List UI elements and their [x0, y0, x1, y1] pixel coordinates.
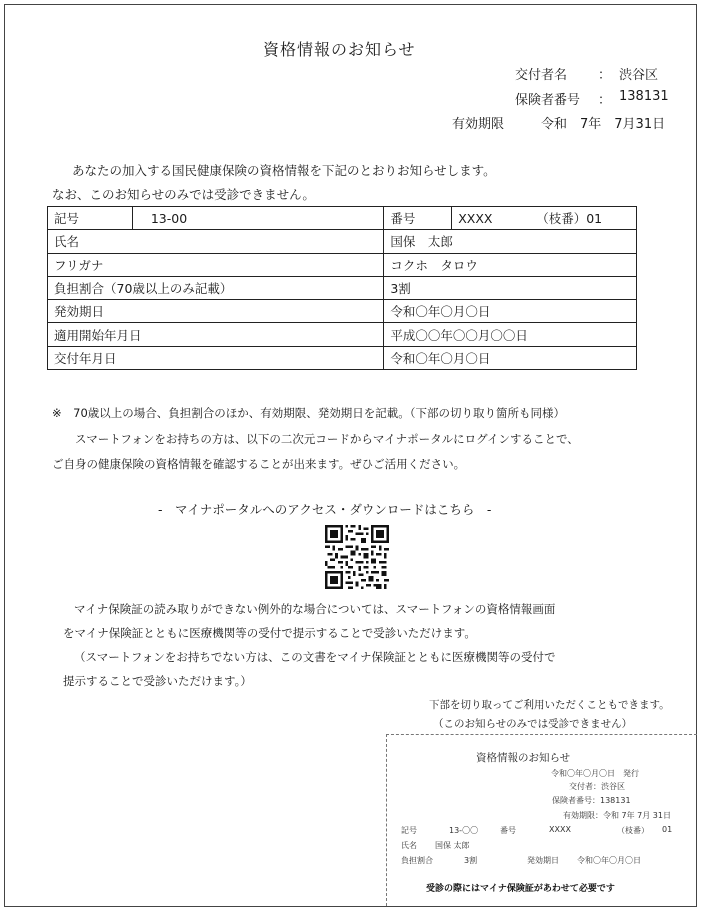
- stub-name-label: 氏名: [401, 841, 417, 850]
- symbol-label: 記号: [48, 207, 133, 230]
- stub-issuer: 交付者：渋谷区: [569, 782, 625, 791]
- mynumber-note-2: をマイナ保険証とともに医療機関等の受付で提示することで受診いただけます。: [63, 626, 476, 640]
- table-row: [48, 276, 637, 299]
- insurer-label: 保険者番号: [515, 93, 581, 108]
- number-cell: [452, 207, 637, 230]
- table-row: [48, 323, 637, 346]
- cutout-card: [386, 734, 697, 906]
- table-row: [48, 253, 637, 276]
- mynumber-note-3: （スマートフォンをお持ちでない方は、この文書をマイナ保険証とともに医療機関等の受付で: [74, 650, 556, 664]
- issuer-sep: ：: [598, 68, 612, 83]
- number-value: XXXX: [458, 211, 493, 227]
- row-label: 交付年月日: [48, 346, 384, 369]
- row-value: 令和〇年〇月〇日: [384, 300, 637, 323]
- row-label: 氏名: [48, 230, 384, 253]
- table-row: [48, 300, 637, 323]
- stub-number-value: XXXX: [549, 825, 571, 834]
- row-label: 発効期日: [48, 300, 384, 323]
- stub-validity: 有効期限：令和 7年 7月 31日: [563, 811, 671, 820]
- stub-burden-value: 3割: [464, 856, 478, 865]
- stub-branch-value: 01: [662, 825, 673, 834]
- stub-symbol-label: 記号: [401, 826, 417, 835]
- intro-line-1: あなたの加入する国民健康保険の資格情報を下記のとおりお知らせします。: [72, 163, 496, 178]
- row-value: 令和〇年〇月〇日: [384, 346, 637, 369]
- note-age: ※ 70歳以上の場合、負担割合のほか、有効期限、発効期日を記載。（下部の切り取り箇所も同様）: [52, 406, 566, 420]
- table-row: [48, 207, 637, 230]
- row-value: 国保 太郎: [384, 230, 637, 253]
- stub-footer: 受診の際にはマイナ保険証があわせて必要です: [426, 884, 615, 894]
- row-value: コクホ タロウ: [384, 253, 637, 276]
- cut-note-1: 下部を切り取ってご利用いただくこともできます。: [429, 699, 670, 711]
- row-label: 適用開始年月日: [48, 323, 384, 346]
- row-value: 平成〇〇年〇〇月〇〇日: [384, 323, 637, 346]
- stub-issued: 令和〇年〇月〇日 発行: [551, 769, 639, 778]
- branch-label: （枝番）01: [536, 211, 603, 227]
- issuer-label: 交付者名: [515, 68, 568, 83]
- stub-burden-label: 負担割合: [401, 856, 433, 865]
- mynumber-note-4: 提示することで受診いただけます。）: [63, 674, 252, 688]
- mynumber-note-1: マイナ保険証の読み取りができない例外的な場合については、スマートフォンの資格情報画面: [74, 602, 556, 616]
- qr-code-icon[interactable]: [323, 525, 391, 589]
- note-smartphone-1: スマートフォンをお持ちの方は、以下の二次元コードからマイナポータルにログインすることで、: [75, 432, 579, 446]
- stub-number-label: 番号: [500, 826, 516, 835]
- validity-label: 有効期限: [452, 117, 505, 132]
- portal-heading: - マイナポータルへのアクセス・ダウンロードはこちら -: [158, 502, 492, 517]
- stub-title: 資格情報のお知らせ: [476, 752, 571, 764]
- intro-line-2: なお、このお知らせのみでは受診できません。: [52, 187, 315, 202]
- note-smartphone-2: ご自身の健康保険の資格情報を確認することが出来ます。ぜひご活用ください。: [52, 457, 466, 471]
- stub-symbol-value: 13-〇〇: [449, 826, 479, 835]
- stub-name-value: 国保 太郎: [435, 841, 470, 850]
- row-label: 負担割合（70歳以上のみ記載）: [48, 276, 384, 299]
- symbol-value: 13-00: [132, 207, 383, 230]
- insurer-sep: ：: [598, 93, 612, 108]
- number-label: 番号: [384, 207, 452, 230]
- stub-effective-value: 令和〇年〇月〇日: [577, 856, 641, 865]
- stub-insurer: 保険者番号：138131: [552, 796, 631, 805]
- issuer-value: 渋谷区: [619, 68, 659, 83]
- table-row: [48, 346, 637, 369]
- stub-effective-label: 発効期日: [527, 856, 559, 865]
- validity-value: 令和 7年 7月31日: [541, 117, 666, 132]
- cut-note-2: （このお知らせのみでは受診できません）: [433, 718, 633, 730]
- insurer-value: 138131: [619, 89, 669, 104]
- row-label: フリガナ: [48, 253, 384, 276]
- row-value: 3割: [384, 276, 637, 299]
- document-title: 資格情報のお知らせ: [263, 40, 416, 59]
- qualification-table: [47, 206, 637, 370]
- table-row: [48, 230, 637, 253]
- stub-branch-label: （枝番）: [617, 826, 649, 835]
